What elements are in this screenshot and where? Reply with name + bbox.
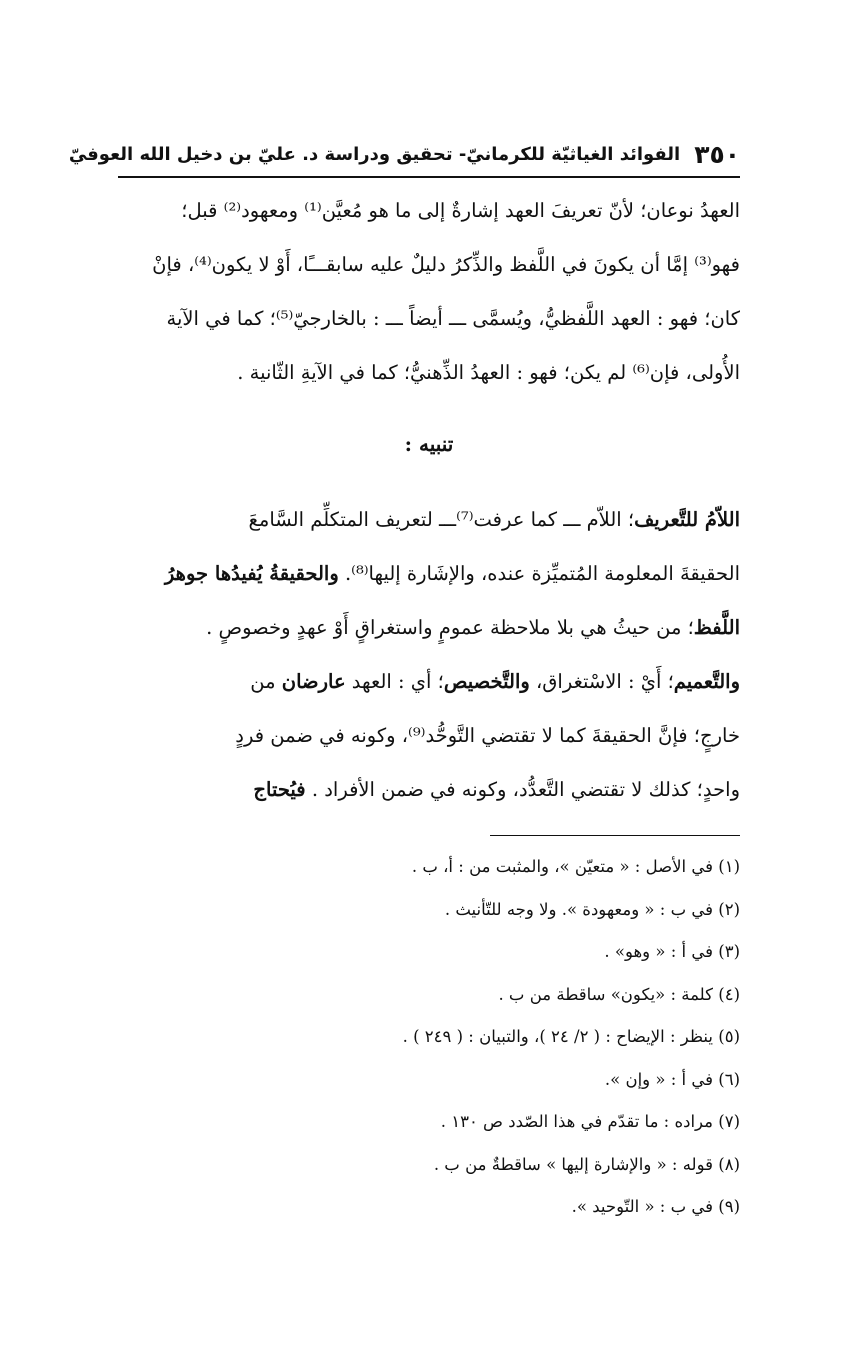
footnote: (٧) مراده : ما تقدّم في هذا الصّدد ص ١٣٠ . [440,1112,740,1131]
bold-term: والحقيقةُ يُفيدُها جوهرُ [164,562,339,585]
text-line [118,655,740,709]
footnotes [118,846,740,1229]
section-heading: تنبيه : [404,432,454,456]
bold-term: اللَّفظ [693,616,740,639]
text-run: ؛ اللاّم ـــ كما عرفت⁽⁷⁾ـــ لتعريف المتكلِّم السَّامعَ [248,508,635,531]
footnote: (٤) كلمة : «يكون» ساقطة من ب . [498,984,740,1004]
footnote: (٨) قوله : « والإشارة إليها » ساقطةٌ من ب . [433,1154,740,1174]
text-line: كان؛ فهو : العهد اللَّفظيُّ، ويُسمَّى ـــ أيضاً ـــ : بالخارجيّ⁽⁵⁾؛ كما في الآية [166,307,740,330]
bold-term: فيُحتاج [253,778,306,801]
text-line: الأُولى، فإن⁽⁶⁾ لم يكن؛ فهو : العهدُ الذِّهنيُّ؛ كما في الآيةِ الثّانية . [237,361,740,384]
running-title: الفوائد الغياثيّة للكرمانيّ- تحقيق ودراسة د. عليّ بن دخيل الله العوفيّ [68,143,681,165]
bold-term: اللاّمُ للتَّعريف [634,508,740,531]
bold-term: عارضان [281,670,346,693]
bold-term: والتَّعميم [673,670,740,693]
footnote: (٣) في أ : « وهو» . [604,942,740,961]
text-line [118,547,740,601]
text-line: خارجٍ؛ فإنَّ الحقيقةَ كما لا تقتضي التَّوحُّد⁽⁹⁾، وكونه في ضمن فردٍ [235,724,740,747]
text-run: ؛ أَيْ : الاسْتغراق، [529,670,674,693]
page-number: ٣٥٠ [694,139,740,169]
footnote: (٢) في ب : « ومعهودة ». ولا وجه للتّأنيث . [444,899,740,919]
paragraph-1 [118,184,740,400]
header-rule [118,176,740,178]
text-run: ؛ من حيثُ هي بلا ملاحظة عمومٍ واستغراقٍ أَوْ عهدٍ وخصوصٍ . [206,616,694,639]
text-run: الحقيقةَ المعلومة المُتميِّزة عنده، والإشَارة إليها⁽⁸⁾. [338,562,740,585]
text-line [118,493,740,547]
text-line [118,601,740,655]
text-line [118,763,740,817]
text-line: العهدُ نوعان؛ لأنّ تعريفَ العهد إشارةٌ إلى ما هو مُعيَّن⁽¹⁾ ومعهود⁽²⁾ قبل؛ [181,199,740,222]
footnote: (٥) ينظر : الإيضاح : ( ٢/ ٢٤ )، والتبيان : ( ٢٤٩ ) . [402,1027,740,1046]
text-run: واحدٍ؛ كذلك لا تقتضي التَّعدُّد، وكونه في ضمن الأفراد . [305,778,740,801]
footnote: (٩) في ب : « التّوحيد ». [571,1197,740,1216]
footnote: (١) في الأصل : « متعيّن »، والمثبت من : أ، ب . [411,857,740,876]
text-run: من [250,670,282,693]
text-line: فهو⁽³⁾ إمَّا أن يكونَ في اللَّفظ والذِّكرُ دليلٌ عليه سابقـــًا، أَوْ لا يكون⁽⁴⁾، فإنْ [152,253,740,276]
footnote-rule [490,835,740,836]
text-run: ؛ أي : العهد [345,670,444,693]
paragraph-2 [118,493,740,817]
page-header [68,136,740,172]
bold-term: والتَّخصيص [443,670,530,693]
footnote: (٦) في أ : « وإن ». [604,1069,740,1089]
